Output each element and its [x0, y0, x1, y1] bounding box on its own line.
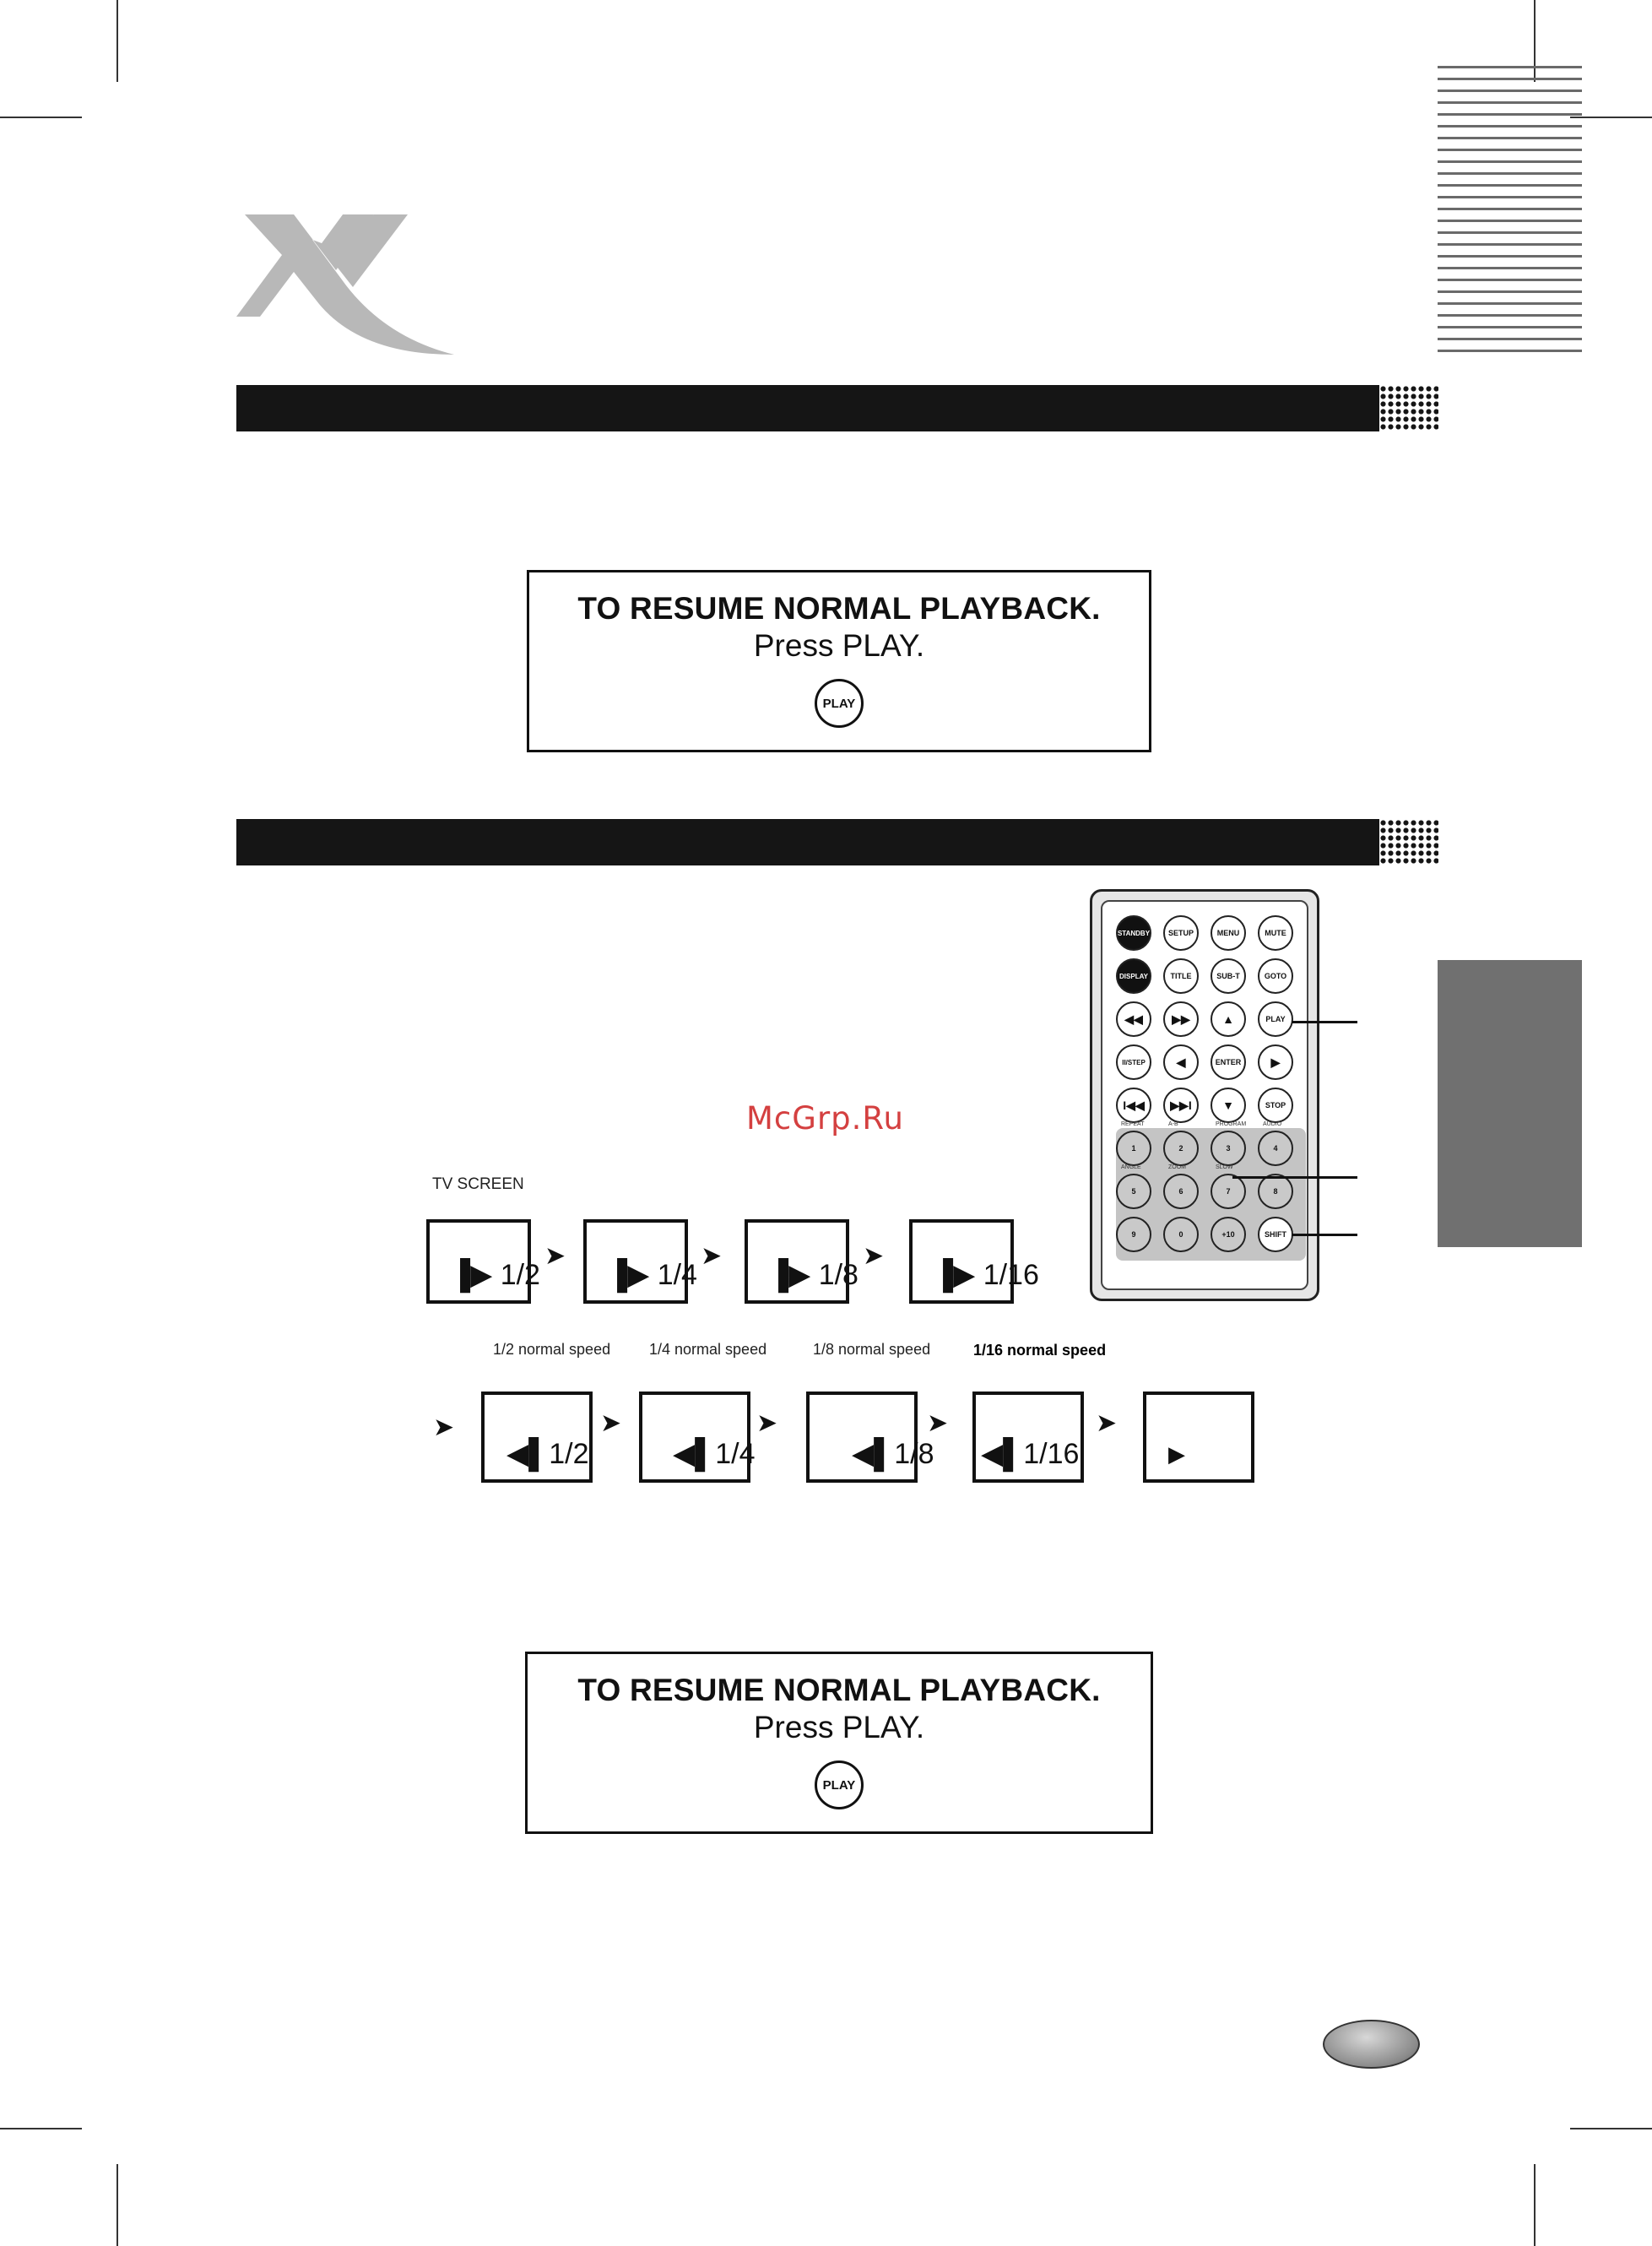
speed-caption: 1/16 normal speed	[973, 1342, 1107, 1359]
tv-screen-reverse: ◀▌1/8	[806, 1392, 918, 1483]
remote-button-3-0[interactable]: II/STEP	[1116, 1044, 1151, 1080]
slow-reverse-icon: ◀▌	[981, 1438, 1024, 1470]
next-arrow-icon: ➤	[927, 1409, 949, 1437]
remote-button-3-3[interactable]: ▶	[1258, 1044, 1293, 1080]
tv-screen-reverse: ◀▌1/2	[481, 1392, 593, 1483]
next-arrow-icon: ➤	[756, 1409, 778, 1437]
play-icon: ▶	[1168, 1441, 1185, 1467]
tv-screen-reverse: ◀▌1/16	[972, 1392, 1084, 1483]
remote-button-2-1[interactable]: ▶▶	[1163, 1001, 1199, 1037]
resume-title: TO RESUME NORMAL PLAYBACK.	[577, 1673, 1101, 1707]
remote-button-2-2[interactable]: ▲	[1211, 1001, 1246, 1037]
tv-screen-forward: ▐▶ 1/2	[426, 1219, 531, 1304]
tv-screen-reverse: ◀▌1/4	[639, 1392, 750, 1483]
slow-reverse-icon: ◀▌	[852, 1438, 895, 1470]
speed-caption: 1/4 normal speed	[649, 1341, 767, 1358]
speed-caption: 1/2 normal speed	[493, 1341, 611, 1358]
remote-button-4-3[interactable]: STOP	[1258, 1088, 1293, 1123]
slow-reverse-icon: ◀▌	[506, 1438, 550, 1470]
tv-screen-forward: ▐▶ 1/4	[583, 1219, 688, 1304]
crop-mark	[0, 2128, 82, 2129]
resume-subtitle: Press PLAY.	[753, 628, 925, 663]
crop-mark	[1534, 2164, 1536, 2246]
slow-forward-icon: ▐▶	[933, 1259, 983, 1291]
remote-button-0-1[interactable]: SETUP	[1163, 915, 1199, 951]
next-arrow-icon: ➤	[701, 1242, 723, 1270]
slow-forward-icon: ▐▶	[607, 1259, 658, 1291]
tv-screen-forward: ▐▶ 1/8	[745, 1219, 849, 1304]
remote-secondary-label: ANGLE	[1121, 1164, 1141, 1170]
remote-button-5-0[interactable]: 1	[1116, 1131, 1151, 1166]
remote-button-2-0[interactable]: ◀◀	[1116, 1001, 1151, 1037]
brand-logo-icon	[235, 211, 454, 359]
resume-playback-box	[527, 570, 1151, 752]
next-arrow-icon: ➤	[433, 1413, 455, 1441]
tv-screen-play	[1143, 1392, 1254, 1483]
remote-button-4-2[interactable]: ▼	[1211, 1088, 1246, 1123]
crop-mark	[116, 0, 118, 82]
tv-screen-label: TV SCREEN	[432, 1175, 524, 1193]
callout-line	[1292, 1021, 1357, 1023]
remote-button-1-1[interactable]: TITLE	[1163, 958, 1199, 994]
remote-button-7-2[interactable]: +10	[1211, 1217, 1246, 1252]
remote-secondary-label: SLOW	[1216, 1164, 1233, 1170]
next-arrow-icon: ➤	[1096, 1409, 1118, 1437]
next-arrow-icon: ➤	[863, 1242, 885, 1270]
speed-caption: 1/8 normal speed	[813, 1341, 931, 1358]
remote-button-0-2[interactable]: MENU	[1211, 915, 1246, 951]
remote-button-0-3[interactable]: MUTE	[1258, 915, 1293, 951]
slow-forward-icon: ▐▶	[768, 1259, 819, 1291]
remote-button-6-2[interactable]: 7	[1211, 1174, 1246, 1209]
play-button-icon: PLAY	[815, 1760, 864, 1809]
next-arrow-icon: ➤	[544, 1242, 566, 1270]
tv-screen-forward: ▐▶ 1/16	[909, 1219, 1014, 1304]
slow-forward-icon: ▐▶	[450, 1259, 501, 1291]
slow-reverse-icon: ◀▌	[673, 1438, 716, 1470]
bar-dot-pattern	[1379, 819, 1438, 865]
remote-button-7-1[interactable]: 0	[1163, 1217, 1199, 1252]
remote-button-3-1[interactable]: ◀	[1163, 1044, 1199, 1080]
remote-secondary-label: ZOOM	[1168, 1164, 1186, 1170]
resume-title: TO RESUME NORMAL PLAYBACK.	[577, 591, 1101, 626]
remote-secondary-label: A-B	[1168, 1121, 1178, 1127]
remote-button-1-2[interactable]: SUB-T	[1211, 958, 1246, 994]
remote-button-4-1[interactable]: ▶▶I	[1163, 1088, 1199, 1123]
page-number-badge	[1323, 2020, 1420, 2069]
crop-mark	[0, 117, 82, 118]
remote-secondary-label: PROGRAM	[1216, 1121, 1247, 1127]
remote-button-3-2[interactable]: ENTER	[1211, 1044, 1246, 1080]
remote-button-5-3[interactable]: 4	[1258, 1131, 1293, 1166]
remote-button-1-0[interactable]: DISPLAY	[1116, 958, 1151, 994]
remote-button-7-3[interactable]: SHIFT	[1258, 1217, 1293, 1252]
remote-secondary-label: AUDIO	[1263, 1121, 1282, 1127]
resume-playback-box	[525, 1652, 1153, 1834]
remote-button-6-0[interactable]: 5	[1116, 1174, 1151, 1209]
section-header-bar	[236, 385, 1427, 431]
remote-button-7-0[interactable]: 9	[1116, 1217, 1151, 1252]
crop-mark	[1570, 117, 1652, 118]
remote-button-5-1[interactable]: 2	[1163, 1131, 1199, 1166]
remote-button-4-0[interactable]: I◀◀	[1116, 1088, 1151, 1123]
remote-button-2-3[interactable]: PLAY	[1258, 1001, 1293, 1037]
section-header-bar	[236, 819, 1427, 865]
callout-line	[1292, 1234, 1357, 1236]
remote-button-1-3[interactable]: GOTO	[1258, 958, 1293, 994]
decorative-stripes	[1438, 66, 1582, 358]
watermark-text: McGrp.Ru	[746, 1100, 904, 1137]
remote-button-0-0[interactable]: STANDBY	[1116, 915, 1151, 951]
remote-secondary-label: REPEAT	[1121, 1121, 1145, 1127]
play-button-icon: PLAY	[815, 679, 864, 728]
remote-button-6-3[interactable]: 8	[1258, 1174, 1293, 1209]
crop-mark	[116, 2164, 118, 2246]
crop-mark	[1570, 2128, 1652, 2129]
remote-button-5-2[interactable]: 3	[1211, 1131, 1246, 1166]
section-side-tab	[1438, 960, 1582, 1247]
callout-line	[1232, 1176, 1357, 1179]
resume-subtitle: Press PLAY.	[753, 1710, 925, 1744]
bar-dot-pattern	[1379, 385, 1438, 431]
remote-button-6-1[interactable]: 6	[1163, 1174, 1199, 1209]
next-arrow-icon: ➤	[600, 1409, 622, 1437]
